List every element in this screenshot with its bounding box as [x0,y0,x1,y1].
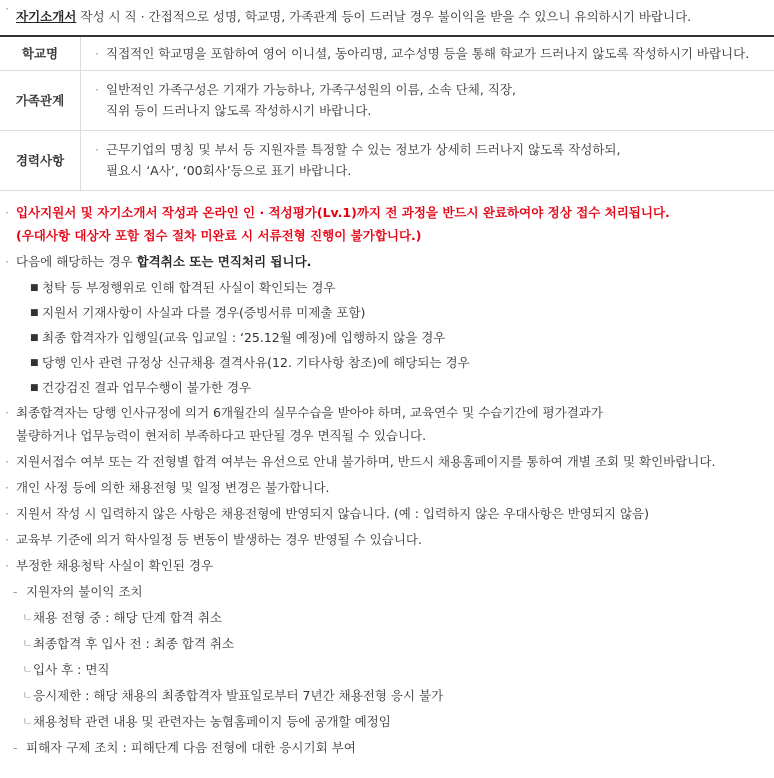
list-item: ㄴ 입사 후 : 면직 [22,661,110,677]
list-item: ■ 지원서 기재사항이 사실과 다를 경우(증빙서류 미제출 포함) [30,304,366,320]
intro-keyword: 자기소개서 [16,9,77,24]
table-cell [81,70,774,130]
table-header-career: 경력사항 [0,130,81,190]
table-header-school: 학교명 [0,36,81,70]
list-item: ■ 청탁 등 부정행위로 인해 합격된 사실이 확인되는 경우 [30,279,336,295]
table-row [0,70,774,130]
list-item: ㄴ 응시제한 : 해당 채용의 최종합격자 발표일로부터 7년간 채용전형 응시 불가 [22,687,444,703]
cell-line: · 일반적인 가족구성은 기재가 가능하나, 가족구성원의 이름, 소속 단체, 직장, [95,82,516,97]
table-header-family: 가족관계 [0,70,81,130]
cell-line: · 직접적인 학교명을 포함하여 영어 이니셜, 동아리명, 교수성명 등을 통해 학교가 드러나지 않도록 작성하시기 바랍니다. [95,45,750,61]
list-item: ㄴ 채용청탁 관련 내용 및 관련자는 농협홈페이지 등에 공개할 예정임 [22,713,391,729]
list-item: ㄴ 채용 전형 중 : 해당 단계 합격 취소 [22,609,223,625]
intro-text: 작성 시 직 · 간접적으로 성명, 학교명, 가족관계 등이 드러날 경우 불이익을 받을 수 있으니 유의하시기 바랍니다. [76,9,692,24]
note-academic: · 교육부 기준에 의거 학사일정 등 변동이 발생하는 경우 반영될 수 있습니다. [5,531,422,547]
cell-line: 직위 등이 드러나지 않도록 작성하시기 바랍니다. [106,103,372,118]
intro-note [0,0,774,28]
cell-line: 필요시 ‘A사’, ‘00회사’등으로 표기 바랍니다. [106,163,352,178]
notes-list [0,204,774,757]
table-row [0,130,774,190]
note-result-notice: · 지원서접수 여부 또는 각 전형별 합격 여부는 유선으로 안내 불가하며, 반드시 채용홈페이지를 통하여 개별 조회 및 확인바랍니다. [5,453,716,469]
note-no-change: · 개인 사정 등에 의한 채용전형 및 일정 변경은 불가합니다. [5,479,330,495]
list-item: ■ 당행 인사 관련 규정상 신규채용 결격사유(12. 기타사항 참조)에 해당되는 경우 [30,354,470,370]
disclosure-table [0,35,774,191]
note-fraud: · 부정한 채용청탁 사실이 확인된 경우 [5,557,214,573]
table-cell [81,36,774,70]
note-not-entered: · 지원서 작성 시 입력하지 않은 사항은 채용전형에 반영되지 않습니다. (예 : 입력하지 않은 우대사항은 반영되지 않음) [5,505,649,521]
note-completion-warning: · 입사지원서 및 자기소개서 작성과 온라인 인 · 적성평가(Lv.1)까지 전 과정을 반드시 완료하여야 정상 접수 처리됩니다. (우대사항 대상자 포함 접수 절차 미완료 시 서류전형 진행이 불가합니다.) [5,204,670,243]
victim-measures: - 피해자 구제 조치 : 피해단계 다음 전형에 대한 응시기회 부여 [13,739,356,755]
list-item: ㄴ 최종합격 후 입사 전 : 최종 합격 취소 [22,635,235,651]
note-cancellation: · 다음에 해당하는 경우 합격취소 또는 면직처리 됩니다. [5,253,312,269]
cell-line: · 근무기업의 명칭 및 부서 등 지원자를 특정할 수 있는 정보가 상세히 드러나지 않도록 작성하되, [95,142,621,157]
list-item: ■ 최종 합격자가 입행일(교육 입교일 : ‘25.12월 예정)에 입행하지 않을 경우 [30,329,446,345]
bullet-dot: · [5,1,9,16]
applicant-measures: - 지원자의 불이익 조치 [13,583,143,599]
table-cell [81,130,774,190]
list-item: ■ 건강검진 결과 업무수행이 불가한 경우 [30,379,252,395]
note-probation: · 최종합격자는 당행 인사규정에 의거 6개월간의 실무수습을 받아야 하며, 교육연수 및 수습기간에 평가결과가 불량하거나 업무능력이 현저히 부족하다고 판단될 경우 면직될 수 있습니다. [5,404,603,443]
table-row [0,36,774,70]
